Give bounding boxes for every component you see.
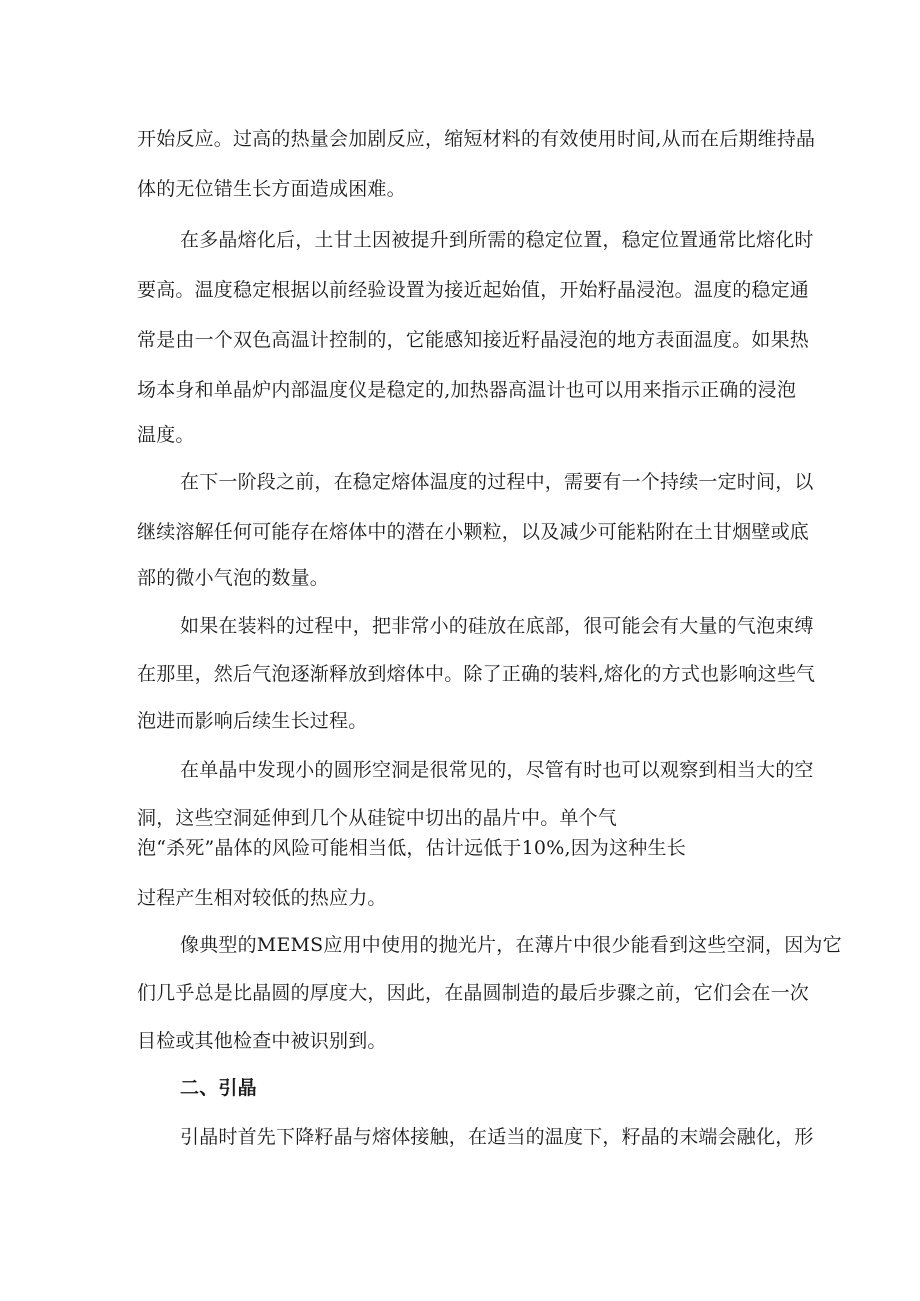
p6-line-2: 们几乎总是比晶圆的厚度大，因此，在晶圆制造的最后步骤之前，它们会在一次 bbox=[137, 982, 810, 1004]
p4-line-1: 如果在装料的过程中，把非常小的硅放在底部，很可能会有大量的气泡束缚 bbox=[180, 615, 814, 637]
p2-line-4: 场本身和单晶炉内部温度仪是稳定的,加热器高温计也可以用来指示正确的浸泡 bbox=[137, 379, 797, 401]
p3-line-3: 部的微小气泡的数量。 bbox=[137, 567, 330, 589]
p1-line-2: 体的无位错生长方面造成困难。 bbox=[137, 178, 406, 200]
p2-line-1: 在多晶熔化后，土甘土因被提升到所需的稳定位置，稳定位置通常比熔化时 bbox=[180, 229, 814, 251]
p2-line-3: 常是由一个双色高温计控制的，它能感知接近籽晶浸泡的地方表面温度。如果热 bbox=[137, 329, 810, 351]
p2-line-5: 温度。 bbox=[137, 424, 195, 446]
p2-line-2: 要高。温度稳定根据以前经验设置为接近起始值，开始籽晶浸泡。温度的稳定通 bbox=[137, 279, 810, 301]
p6-line-3: 目检或其他检查中被识别到。 bbox=[137, 1030, 387, 1052]
p3-line-1: 在下一阶段之前，在稳定熔体温度的过程中，需要有一个持续一定时间，以 bbox=[180, 471, 814, 493]
p6-line-1: 像典型的MEMS应用中使用的抛光片，在薄片中很少能看到这些空洞，因为它 bbox=[180, 934, 842, 956]
p1-line-1: 开始反应。过高的热量会加剧反应，缩短材料的有效使用时间,从而在后期维持晶 bbox=[137, 128, 816, 150]
section-heading: 二、引晶 bbox=[180, 1077, 257, 1099]
p5-line-3: 泡“杀死”晶体的风险可能相当低，估计远低于10%,因为这种生长 bbox=[137, 837, 686, 859]
p5-line-4: 过程产生相对较低的热应力。 bbox=[137, 887, 387, 909]
p3-line-2: 继续溶解任何可能存在熔体中的潜在小颗粒，以及减少可能粘附在土甘烟壁或底 bbox=[137, 521, 810, 543]
p4-line-2: 在那里，然后气泡逐渐释放到熔体中。除了正确的装料,熔化的方式也影响这些气 bbox=[137, 663, 816, 685]
p5-line-1: 在单晶中发现小的圆形空洞是很常见的，尽管有时也可以观察到相当大的空 bbox=[180, 759, 814, 781]
p7-line-1: 引晶时首先下降籽晶与熔体接触，在适当的温度下，籽晶的末端会融化，形 bbox=[180, 1126, 814, 1148]
p4-line-3: 泡进而影响后续生长过程。 bbox=[137, 710, 368, 732]
p5-line-2: 洞，这些空洞延伸到几个从硅锭中切出的晶片中。单个气 bbox=[137, 807, 618, 829]
